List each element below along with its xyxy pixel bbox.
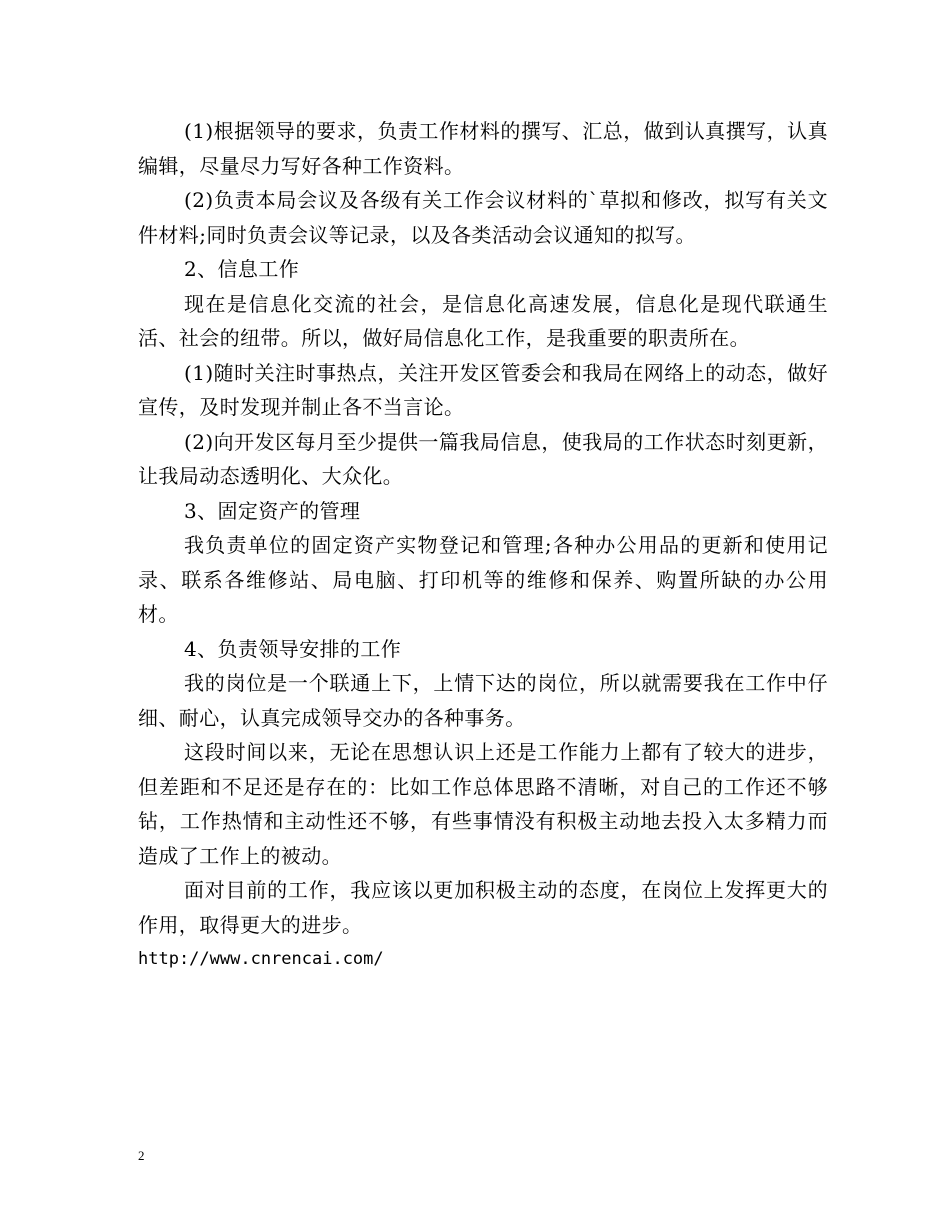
paragraph-follow-hot-topics: (1)随时关注时事热点，关注开发区管委会和我局在网络上的动态，做好宣传，及时发现并制止各不当言论。: [138, 360, 828, 419]
section-heading-leader-tasks: 4、负责领导安排的工作: [184, 636, 402, 661]
paragraph-information-society: 现在是信息化交流的社会，是信息化高速发展，信息化是现代联通生活、社会的纽带。所以，做好局信息化工作，是我重要的职责所在。: [138, 291, 828, 350]
paragraph-fixed-assets: 我负责单位的固定资产实物登记和管理;各种办公用品的更新和使用记录、联系各维修站、局电脑、打印机等的维修和保养、购置所缺的办公用材。: [138, 533, 828, 626]
document-body: [138, 114, 828, 977]
paragraph-meeting-materials: (2)负责本局会议及各级有关工作会议材料的`草拟和修改，拟写有关文件材料;同时负责会议等记录，以及各类活动会议通知的拟写。: [138, 188, 828, 247]
paragraph-writing-materials: (1)根据领导的要求，负责工作材料的撰写、汇总，做到认真撰写，认真编辑，尽量尽力写好各种工作资料。: [138, 119, 828, 178]
source-url: http://www.cnrencai.com/: [138, 949, 384, 969]
paragraph-position-duties: 我的岗位是一个联通上下，上情下达的岗位，所以就需要我在工作中仔细、耐心，认真完成领导交办的各种事务。: [138, 671, 828, 730]
section-heading-information-work: 2、信息工作: [184, 257, 300, 281]
paragraph-future-attitude: 面对目前的工作，我应该以更加积极主动的态度，在岗位上发挥更大的作用，取得更大的进步。: [138, 878, 828, 937]
page-number: 2: [138, 1148, 145, 1163]
section-heading-fixed-assets: 3、固定资产的管理: [184, 498, 361, 523]
paragraph-progress-and-shortcomings: 这段时间以来，无论在思想认识上还是工作能力上都有了较大的进步，但差距和不足还是存在的：比如工作总体思路不清晰，对自己的工作还不够钻，工作热情和主动性还不够，有些事情没有积极主动地去投入太多精力而造成了工作上的被动。: [138, 740, 828, 868]
paragraph-monthly-information: (2)向开发区每月至少提供一篇我局信息，使我局的工作状态时刻更新，让我局动态透明化、大众化。: [138, 429, 828, 488]
